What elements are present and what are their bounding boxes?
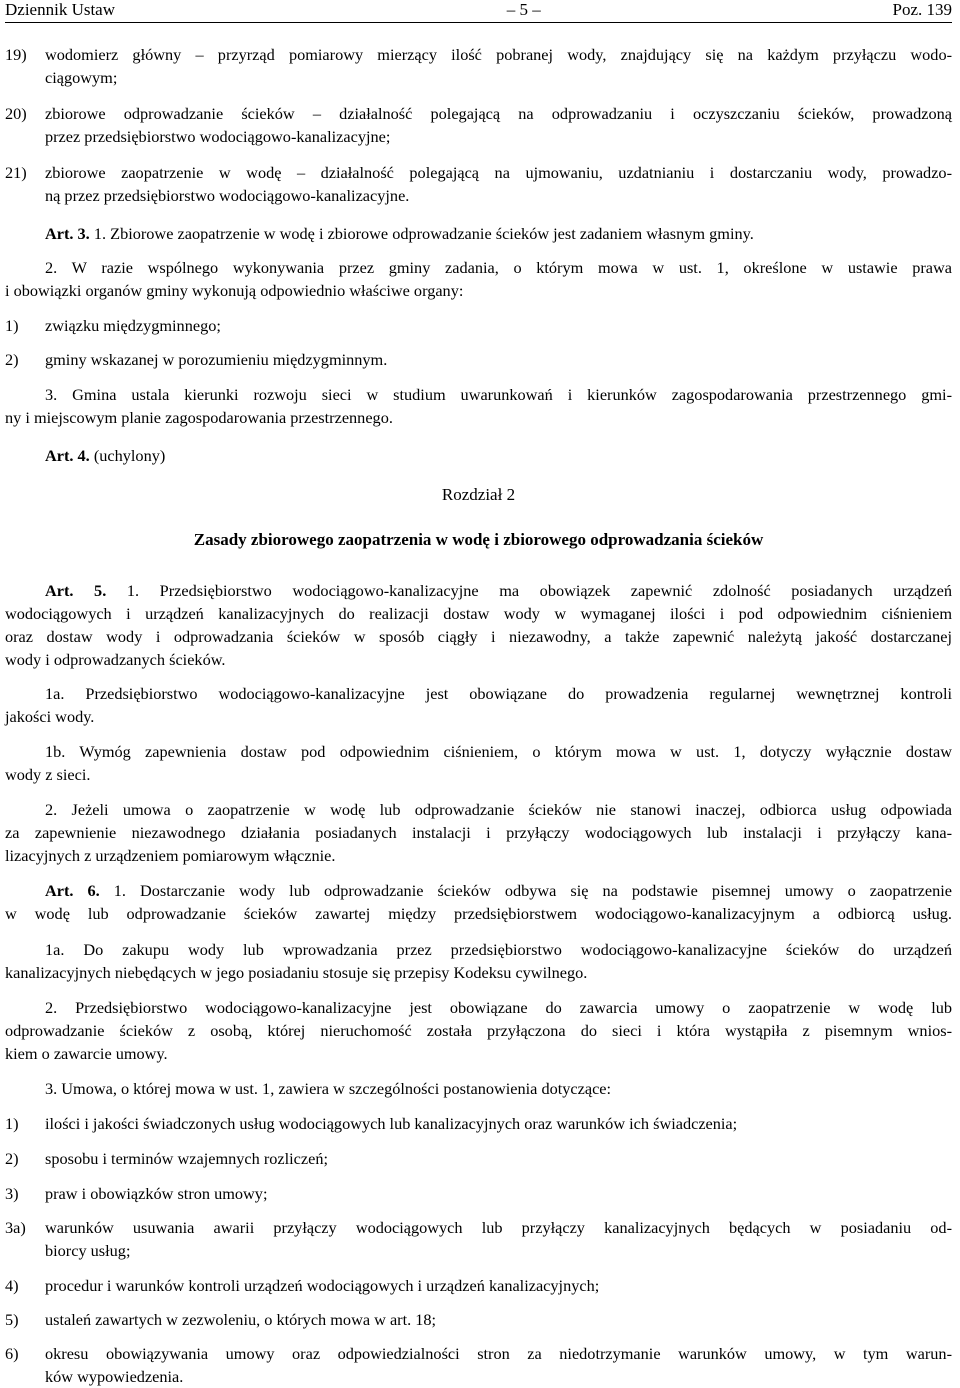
art3-para3: 3. Gmina ustala kierunki rozwoju sieci w studium uwarunkowań i kierunków zagospodarowania przestrzennego gmi- ny i miejscowym planie zagospodarowania przestrzennego. — [5, 385, 952, 427]
art5-label: Art. 5. — [45, 581, 107, 600]
definition-20: 20) zbiorowe odprowadzanie ścieków – działalność polegającą na odprowadzaniu i oczyszczaniu ścieków, prowadzoną przez przedsiębiorstwo wodociągowo-kanalizacyjne; — [5, 104, 952, 146]
header-position: Poz. 139 — [892, 0, 952, 19]
art6-point3a: 3a) warunków usuwania awarii przyłączy wodociągowych lub przyłączy kanalizacyjnych będących w posiadaniu od- biorcy usług; — [5, 1218, 952, 1260]
art4-label: Art. 4. — [45, 446, 90, 465]
art6-para2: 2. Przedsiębiorstwo wodociągowo-kanalizacyjne jest obowiązane do zawarcia umowy o zaopatrzenie w wodę lub odprowadzanie ścieków z osobą, której nieruchomość została przyłączona do sieci i która wystąpiła z pisemnym wnios- kiem o zawarcie umowy. — [5, 998, 952, 1063]
art6-para3: 3. Umowa, o której mowa w ust. 1, zawiera w szczególności postanowienia dotyczące: — [45, 1079, 612, 1098]
art6-point2: 2) sposobu i terminów wzajemnych rozliczeń; — [5, 1149, 329, 1168]
art6-para1a: 1a. Do zakupu wody lub wprowadzania przez przedsiębiorstwo wodociągowo-kanalizacyjne ścieków do urządzeń kanalizacyjnych niebędących w jego posiadaniu stosuje się przepisy Kodeksu cywilnego. — [5, 940, 952, 982]
header-page-number: – 5 – — [506, 0, 541, 19]
page-header — [5, 0, 952, 23]
art3-point1: 1) związku międzygminnego; — [5, 316, 221, 335]
art5-para1: Art. 5. 1. Przedsiębiorstwo wodociągowo-kanalizacyjne ma obowiązek zapewnić zdolność posiadanych urządzeń wodociągowych i urządzeń kanalizacyjnych do realizacji dostaw wody w wymaganej ilości i pod odpowiednim ciśnieniem oraz dostaw wody i odprowadzania ścieków w sposób ciągły i niezawodny, a także zapewnić należytą jakość dostarczanej wody i odprowadzanych ścieków. — [5, 581, 953, 669]
definition-19: 19) wodomierz główny – przyrząd pomiarowy mierzący ilość pobranej wody, znajdujący się na każdym przyłączu wodo- ciągowym; — [5, 45, 952, 87]
art6-point4: 4) procedur i warunków kontroli urządzeń wodociągowych i urządzeń kanalizacyjnych; — [5, 1276, 600, 1295]
art6-label: Art. 6. — [45, 881, 100, 900]
art5-para2: 2. Jeżeli umowa o zaopatrzenie w wodę lub odprowadzanie ścieków nie stanowi inaczej, odbiorca usług odpowiada za zapewnienie niezawodnego działania posiadanych instalacji i przyłączy wodociągowych lub instalacji i przyłączy kana- lizacyjnych z urządzeniem pomiarowym włącznie. — [5, 800, 952, 865]
art4: Art. 4. (uchylony) — [45, 446, 166, 465]
art3-para1: Art. 3. 1. Zbiorowe zaopatrzenie w wodę i zbiorowe odprowadzanie ścieków jest zadaniem własnym gminy. — [45, 224, 754, 243]
chapter-number: Rozdział 2 — [441, 485, 516, 504]
chapter-title: Zasady zbiorowego zaopatrzenia w wodę i zbiorowego odprowadzania ścieków — [193, 530, 764, 549]
art6-point3: 3) praw i obowiązków stron umowy; — [5, 1184, 268, 1203]
art3-point2: 2) gminy wskazanej w porozumieniu międzygminnym. — [5, 350, 388, 369]
art3-para2: 2. W razie wspólnego wykonywania przez gminy zadania, o którym mowa w ust. 1, określone w ustawie prawa i obowiązki organów gminy wykonują odpowiednio właściwe organy: — [5, 258, 952, 300]
definition-21: 21) zbiorowe zaopatrzenie w wodę – działalność polegającą na ujmowaniu, uzdatnianiu i dostarczaniu wody, prowadzo- ną przez przedsiębiorstwo wodociągowo-kanalizacyjne. — [5, 163, 952, 205]
header-journal-title: Dziennik Ustaw — [5, 0, 116, 19]
art6-para1: Art. 6. 1. Dostarczanie wody lub odprowadzanie ścieków odbywa się na podstawie pisemnej umowy o zaopatrzenie w wodę lub odprowadzanie ścieków zawartej między przedsiębiorstwem wodociągowo-kanalizacyjnym a odbiorcą usług. — [5, 881, 953, 923]
art6-point5: 5) ustaleń zawartych w zezwoleniu, o których mowa w art. 18; — [5, 1310, 437, 1329]
art6-point6: 6) okresu obowiązywania umowy oraz odpowiedzialności stron za niedotrzymanie warunków umowy, w tym warun- ków wypowiedzenia. — [5, 1344, 952, 1386]
art6-point1: 1) ilości i jakości świadczonych usług wodociągowych lub kanalizacyjnych oraz warunków ich świadczenia; — [5, 1114, 738, 1133]
art5-para1a: 1a. Przedsiębiorstwo wodociągowo-kanalizacyjne jest obowiązane do prowadzenia regularnej wewnętrznej kontroli jakości wody. — [5, 684, 952, 726]
art3-label: Art. 3. — [45, 224, 90, 243]
art5-para1b: 1b. Wymóg zapewnienia dostaw pod odpowiednim ciśnieniem, o którym mowa w ust. 1, dotyczy wyłącznie dostaw wody z sieci. — [5, 742, 952, 784]
